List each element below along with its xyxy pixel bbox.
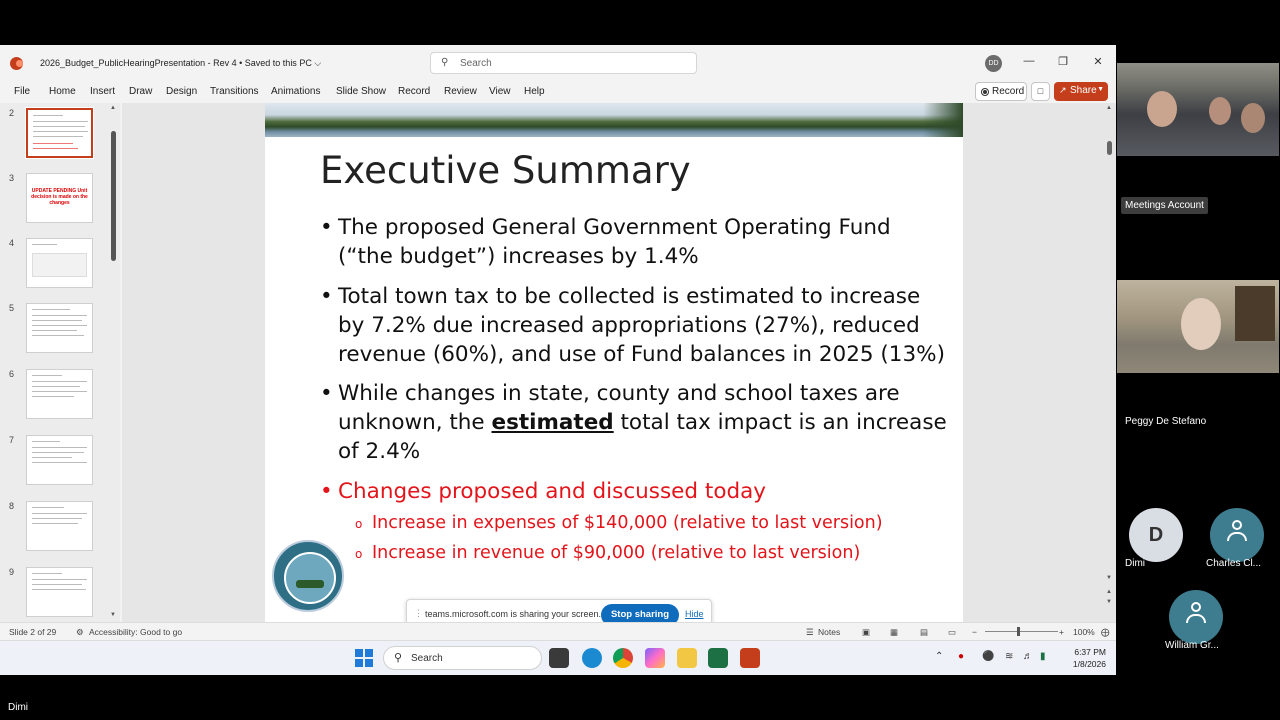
comments-button[interactable] xyxy=(1031,82,1050,101)
editor-scrollbar[interactable] xyxy=(1104,103,1116,622)
tree-silhouette xyxy=(923,103,963,137)
thumb-line xyxy=(32,523,78,524)
copilot-icon[interactable] xyxy=(645,648,665,668)
restore-button[interactable]: ❐ xyxy=(1058,56,1068,68)
tab-view[interactable]: View xyxy=(489,86,511,97)
record-button-label: Record xyxy=(992,86,1025,97)
document-title[interactable]: 2026_Budget_PublicHearingPresentation - Rev 4 • Saved to this PC ⌵ xyxy=(40,58,322,68)
slideshow-view-icon[interactable]: ▭ xyxy=(948,627,957,637)
peggy-video[interactable] xyxy=(1117,280,1279,373)
windows-start-icon[interactable] xyxy=(355,649,373,667)
thumb-line xyxy=(32,309,70,310)
william-name: William Gr... xyxy=(1165,640,1219,651)
meeting-room-video[interactable] xyxy=(1117,63,1279,156)
file-explorer-icon[interactable] xyxy=(677,648,697,668)
william-avatar[interactable] xyxy=(1169,590,1223,644)
bullet-2-line-3: revenue (60%), and use of Fund balances in 2025 (13%) xyxy=(338,342,945,367)
edge-browser-icon[interactable] xyxy=(582,648,602,668)
current-slide[interactable] xyxy=(265,103,963,622)
fit-to-window-icon[interactable]: ⨁ xyxy=(1101,627,1110,637)
town-seal-logo xyxy=(272,540,344,612)
slide-title: Executive Summary xyxy=(320,149,691,192)
bullet-3-pre: unknown, the xyxy=(338,410,492,435)
sub-bullet-1 xyxy=(355,511,883,536)
thumb-line xyxy=(33,126,85,127)
zoom-slider-handle[interactable] xyxy=(1017,627,1020,636)
thumb-line xyxy=(32,320,82,321)
thumb-line xyxy=(32,325,87,326)
notes-button[interactable]: Notes xyxy=(818,627,841,637)
zoom-slider[interactable] xyxy=(985,631,1058,632)
share-icon: ↗ xyxy=(1059,85,1067,95)
wall-frame xyxy=(1235,286,1275,341)
tab-animations[interactable]: Animations xyxy=(271,86,321,97)
tab-transitions[interactable]: Transitions xyxy=(210,86,259,97)
tab-slide-show[interactable]: Slide Show xyxy=(336,86,387,97)
bullet-1-line-2: (“the budget”) increases by 1.4% xyxy=(338,244,699,269)
notes-icon: ☰ xyxy=(806,627,814,637)
normal-view-icon[interactable]: ▣ xyxy=(862,627,871,637)
slide-sorter-icon[interactable]: ▦ xyxy=(890,627,899,637)
tab-help[interactable]: Help xyxy=(524,86,545,97)
status-bar xyxy=(0,622,1116,640)
chevron-down-icon: ▼ xyxy=(1097,86,1104,93)
thumb-line xyxy=(32,441,60,442)
drag-handle-icon[interactable]: ⋮ xyxy=(414,608,423,618)
shared-screen xyxy=(0,45,1116,675)
slide-thumbnail-5[interactable] xyxy=(26,303,93,353)
powerpoint-logo-icon xyxy=(10,57,23,70)
sharing-message: teams.microsoft.com is sharing your screen. xyxy=(425,609,602,619)
slide-thumbnail-3[interactable] xyxy=(26,173,93,223)
slide-thumbnail-2[interactable] xyxy=(26,108,93,158)
tab-insert[interactable]: Insert xyxy=(90,86,116,97)
bullet-2 xyxy=(320,282,945,369)
person-icon xyxy=(1186,602,1206,622)
slide-counter: Slide 2 of 29 xyxy=(9,627,57,637)
hide-link[interactable]: Hide xyxy=(685,609,704,619)
thumb-line xyxy=(32,513,87,514)
thumb-line xyxy=(33,148,78,149)
thumb-line xyxy=(32,457,72,458)
sub-bullet-1-text: Increase in expenses of $140,000 (relative to last version) xyxy=(372,513,883,533)
scroll-down-icon[interactable]: ▼ xyxy=(1106,575,1112,581)
zoom-level[interactable]: 100% xyxy=(1073,627,1095,637)
bullet-1-line-1: The proposed General Government Operating Fund xyxy=(338,215,891,240)
thumb-line xyxy=(32,452,84,453)
bullet-3-line-2 xyxy=(338,408,947,437)
close-button[interactable]: ✕ xyxy=(1093,56,1103,68)
excel-icon[interactable] xyxy=(708,648,728,668)
charles-avatar[interactable] xyxy=(1210,508,1264,562)
dimi-avatar[interactable]: D xyxy=(1129,508,1183,562)
charles-name: Charles Cl... xyxy=(1206,558,1262,569)
microphone-icon[interactable]: ⚫ xyxy=(982,651,995,662)
bullet-2-line-2: by 7.2% due increased appropriations (27%), reduced xyxy=(338,313,920,338)
peggy-name: Peggy De Stefano xyxy=(1125,416,1207,427)
participant-figure xyxy=(1147,91,1177,127)
bullet-3-line-1: While changes in state, county and school taxes are xyxy=(338,381,900,406)
thumb-line xyxy=(32,315,87,316)
clock-date: 1/8/2026 xyxy=(1072,659,1106,669)
volume-icon[interactable]: ♬ xyxy=(1023,651,1033,662)
thumb-line xyxy=(33,131,88,132)
thumb-line xyxy=(32,573,62,574)
scroll-down-icon[interactable]: ▼ xyxy=(110,612,116,618)
thumb-line xyxy=(33,121,88,122)
sub-bullet-2-text: Increase in revenue of $90,000 (relative to last version) xyxy=(372,543,861,563)
title-bar xyxy=(0,45,1116,81)
thumb-line xyxy=(32,584,82,585)
thumb-number: 9 xyxy=(9,567,15,577)
minimize-button[interactable]: — xyxy=(1023,55,1035,67)
sub-bullet-2 xyxy=(355,541,860,566)
wifi-icon[interactable]: ≋ xyxy=(1005,651,1014,662)
bullet-dot: • xyxy=(320,215,333,240)
search-icon: ⚲ xyxy=(394,652,403,664)
thumb-update-text: UPDATE PENDING Unit decision is made on the changes xyxy=(31,188,88,206)
participant-figure xyxy=(1241,103,1265,133)
thumb-line xyxy=(32,579,87,580)
scrollbar-thumb[interactable] xyxy=(111,131,116,261)
tab-file[interactable]: File xyxy=(14,86,31,97)
tab-review[interactable]: Review xyxy=(444,86,477,97)
reading-view-icon[interactable]: ▤ xyxy=(920,627,929,637)
powerpoint-icon[interactable] xyxy=(740,648,760,668)
bullet-dot: • xyxy=(320,284,333,309)
search-box[interactable] xyxy=(430,52,697,74)
person-icon xyxy=(1227,520,1247,540)
slide-thumbnail-8[interactable] xyxy=(26,501,93,551)
thumb-line xyxy=(32,381,87,382)
thumb-line xyxy=(32,335,84,336)
thumb-line xyxy=(32,589,86,590)
stop-sharing-button[interactable]: Stop sharing xyxy=(601,604,679,626)
security-icon[interactable]: ● xyxy=(958,651,965,662)
windows-taskbar xyxy=(0,640,1116,675)
thumb-line xyxy=(32,518,82,519)
bullet-1 xyxy=(320,213,891,271)
thumb-line xyxy=(32,391,87,392)
share-button[interactable] xyxy=(1054,82,1108,101)
thumb-line xyxy=(32,447,87,448)
search-placeholder: Search xyxy=(460,58,492,69)
zoom-out-icon[interactable]: − xyxy=(972,627,977,637)
slide-thumbnail-9[interactable] xyxy=(26,567,93,617)
taskbar-search-label: Search xyxy=(411,653,443,664)
thumb-chart xyxy=(32,253,87,277)
thumb-line xyxy=(32,462,87,463)
thumb-line xyxy=(32,244,57,245)
participant-figure xyxy=(1181,298,1221,350)
comment-icon: □ xyxy=(1037,86,1044,96)
thumb-line xyxy=(32,507,64,508)
sub-bullet-marker: o xyxy=(355,517,363,531)
slide-thumbnails-pane xyxy=(0,103,120,622)
meetings-account-label: Meetings Account xyxy=(1121,197,1208,214)
thumb-number: 7 xyxy=(9,435,15,445)
bullet-dot: • xyxy=(320,381,333,406)
user-avatar[interactable]: DD xyxy=(985,55,1002,72)
record-icon xyxy=(981,88,989,96)
scroll-up-icon[interactable]: ▲ xyxy=(110,105,116,111)
tray-overflow-icon[interactable]: ⌃ xyxy=(935,651,944,662)
zoom-in-icon[interactable]: + xyxy=(1059,627,1064,637)
dimi-name: Dimi xyxy=(1125,558,1145,569)
bullet-dot: • xyxy=(320,479,333,504)
record-button[interactable] xyxy=(975,82,1027,101)
bullet-3 xyxy=(320,379,947,466)
prev-slide-icon[interactable]: ▲ xyxy=(1106,589,1112,595)
thumb-line xyxy=(33,143,73,144)
thumb-number: 6 xyxy=(9,369,15,379)
tab-home[interactable]: Home xyxy=(49,86,76,97)
bullet-4-text: Changes proposed and discussed today xyxy=(338,479,767,504)
presenter-name: Dimi xyxy=(8,702,28,713)
thumb-line xyxy=(33,115,63,116)
bullet-4 xyxy=(320,477,766,506)
tab-draw[interactable]: Draw xyxy=(129,86,153,97)
participant-figure xyxy=(1209,97,1231,125)
taskbar-clock[interactable] xyxy=(1064,646,1106,670)
slide-editor xyxy=(122,103,1106,622)
battery-icon[interactable]: ▮ xyxy=(1040,651,1046,662)
tab-record[interactable]: Record xyxy=(398,86,431,97)
thumb-number: 5 xyxy=(9,303,15,313)
bullet-3-post: total tax impact is an increase xyxy=(613,410,947,435)
bullet-2-line-1: Total town tax to be collected is estimated to increase xyxy=(338,284,921,309)
share-button-label: Share xyxy=(1070,85,1097,96)
task-view-icon[interactable] xyxy=(549,648,569,668)
ribbon-tabs xyxy=(0,81,1116,103)
slide-thumbnail-7[interactable] xyxy=(26,435,93,485)
thumb-line xyxy=(32,386,80,387)
next-slide-icon[interactable]: ▼ xyxy=(1106,599,1112,605)
thumb-line xyxy=(32,396,74,397)
accessibility-status[interactable]: Accessibility: Good to go xyxy=(89,627,183,637)
thumb-line xyxy=(32,330,77,331)
chrome-browser-icon[interactable] xyxy=(613,648,633,668)
thumbnails-scrollbar[interactable] xyxy=(110,103,118,622)
thumb-line xyxy=(33,136,83,137)
accessibility-icon: ⚙ xyxy=(76,627,84,637)
lake-banner-image xyxy=(265,103,963,137)
slide-thumbnail-6[interactable] xyxy=(26,369,93,419)
scroll-up-icon[interactable]: ▲ xyxy=(1106,105,1112,111)
thumb-number: 2 xyxy=(9,108,15,118)
sub-bullet-marker: o xyxy=(355,547,363,561)
scrollbar-thumb[interactable] xyxy=(1107,141,1112,155)
estimated-emphasis: estimated xyxy=(491,410,614,435)
tab-design[interactable]: Design xyxy=(166,86,198,97)
slide-thumbnail-4[interactable] xyxy=(26,238,93,288)
thumb-number: 4 xyxy=(9,238,15,248)
bullet-3-line-3: of 2.4% xyxy=(338,439,421,464)
taskbar-search[interactable] xyxy=(383,646,542,670)
thumb-number: 3 xyxy=(9,173,15,183)
thumb-number: 8 xyxy=(9,501,15,511)
search-icon: ⚲ xyxy=(441,57,449,68)
clock-time: 6:37 PM xyxy=(1074,647,1106,657)
teams-participants-panel xyxy=(1116,60,1280,675)
thumb-line xyxy=(32,375,62,376)
